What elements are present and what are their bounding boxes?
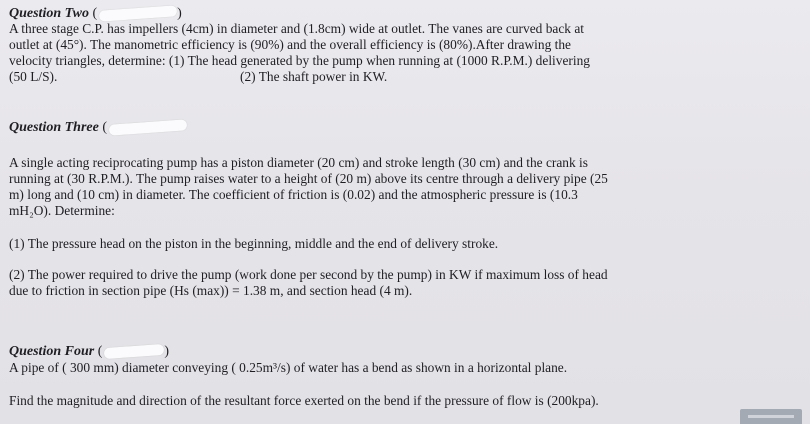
question-two-line-3: velocity triangles, determine: (1) The head generated by the pump when running at (1000 R.P.M.) delivering <box>9 53 590 68</box>
question-four-heading <box>9 344 169 360</box>
paren-close: ) <box>164 344 170 359</box>
question-two-heading <box>9 6 182 22</box>
corner-stamp <box>740 409 802 424</box>
question-three-line-6: (2) The power required to drive the pump (work done per second by the pump) in KW if maximum loss of head <box>9 267 608 282</box>
question-two-title: Question Two <box>9 6 89 21</box>
question-four-line-1: A pipe of ( 300 mm) diameter conveying ( 0.25m³/s) of water has a bend as shown in a horizontal plane. <box>9 360 568 375</box>
redaction-mark <box>99 6 178 22</box>
redaction-mark <box>109 120 188 136</box>
question-four-line-2: Find the magnitude and direction of the resultant force exerted on the bend if the pressure of flow is (200kpa). <box>9 393 599 408</box>
question-three-line-1: A single acting reciprocating pump has a piston diameter (20 cm) and stroke length (30 cm) and the crank is <box>9 155 588 170</box>
question-three-heading <box>9 120 187 136</box>
question-three-line-7: due to friction in section pipe (Hs (max)) = 1.38 m, and section head (4 m). <box>9 283 413 298</box>
redaction-mark <box>104 344 165 359</box>
paren-open: ( <box>102 120 108 135</box>
question-two-line-4: (50 L/S). <box>9 69 58 84</box>
paren-open: ( <box>97 344 103 359</box>
question-three-line-3: m) long and (10 cm) in diameter. The coefficient of friction is (0.02) and the atmospheric pressure is (10.3 <box>9 187 578 202</box>
question-two-line-5: (2) The shaft power in KW. <box>240 69 388 84</box>
paren-open: ( <box>92 6 98 21</box>
question-three-line-4: mH₂O). Determine: <box>9 203 115 218</box>
question-two-line-1: A three stage C.P. has impellers (4cm) in diameter and (1.8cm) wide at outlet. The vanes are curved back at <box>9 21 584 36</box>
question-three-line-5: (1) The pressure head on the piston in the beginning, middle and the end of delivery stroke. <box>9 236 499 251</box>
question-three-line-2: running at (30 R.P.M.). The pump raises water to a height of (20 m) above its centre through a delivery pipe (25 <box>9 171 608 186</box>
paren-close: ) <box>177 6 182 21</box>
question-three-title: Question Three <box>9 120 99 135</box>
question-four-title: Question Four <box>9 344 95 359</box>
question-two-line-2: outlet at (45°). The manometric efficiency is (90%) and the overall efficiency is (80%).After drawing the <box>9 37 571 52</box>
